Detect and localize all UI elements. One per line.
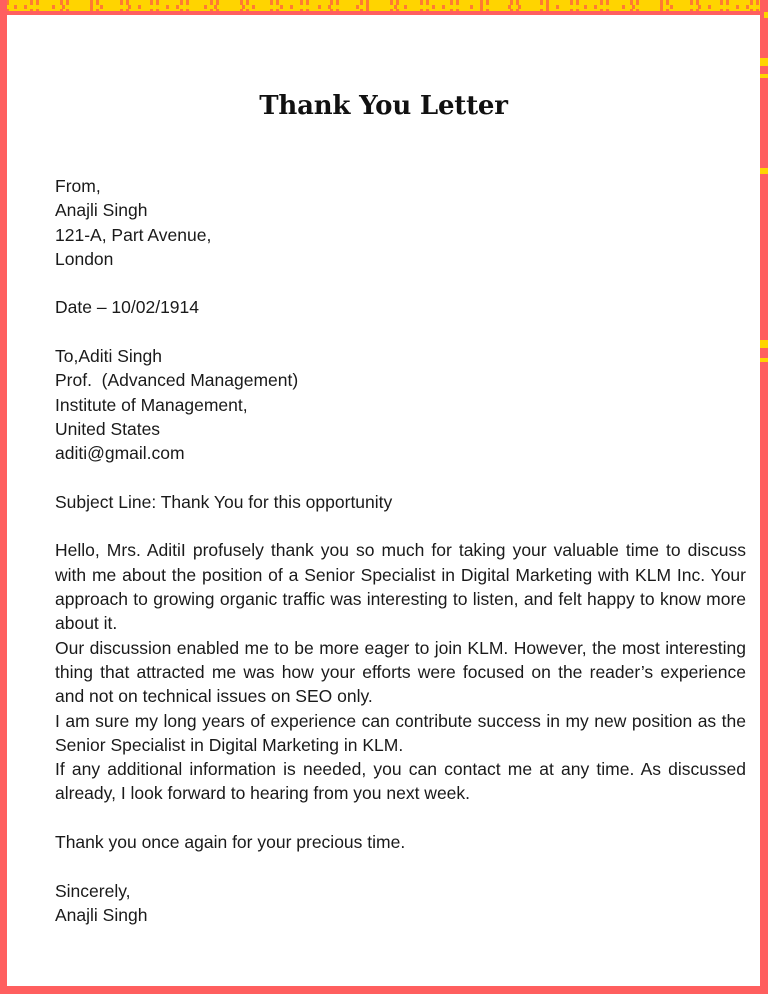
spacer-before-recipient (55, 320, 746, 344)
sender-line-city: London (55, 248, 114, 269)
spacer-before-signoff (55, 854, 746, 878)
body-paragraph-4: If any additional information is needed, you can contact me at any time. As discussed already, I look forward to hearing from you next week. (55, 759, 746, 804)
spacer-before-subject (55, 466, 746, 490)
closing-thanks-line: Thank you once again for your precious time. (55, 832, 406, 853)
decorative-left-border (0, 0, 7, 994)
decorative-right-flecks-top (764, 12, 768, 52)
subject-line: Subject Line: Thank You for this opportunity (55, 491, 393, 512)
spacer-before-date (55, 271, 746, 295)
letter-sheet (7, 15, 760, 986)
signoff-line-sincerely: Sincerely, (55, 880, 131, 901)
signoff-line-name: Anajli Singh (55, 904, 148, 925)
decorative-top-band (0, 0, 768, 11)
body-paragraph-2: Our discussion enabled me to be more eager to join KLM. However, the most interesting thing that attracted me was how your efforts were focused on the reader’s experience and not on technical issues on SEO only. (55, 637, 746, 707)
spacer-before-body (55, 514, 746, 538)
date-block (55, 295, 746, 319)
recipient-line-email: aditi@gmail.com (55, 443, 185, 464)
recipient-line-institute: Institute of Management, (55, 394, 248, 415)
spacer-above-sender (55, 121, 746, 174)
body-paragraph-3: I am sure my long years of experience can contribute success in my new position as the Senior Specialist in Digital Marketing in KLM. (55, 710, 746, 755)
decorative-right-flecks (760, 40, 768, 660)
sender-line-from: From, (55, 176, 101, 196)
recipient-line-title: Prof. (Advanced Management) (55, 370, 299, 391)
spacer-before-closing (55, 806, 746, 830)
date-line: Date – 10/02/1914 (55, 297, 200, 318)
signoff-block (55, 879, 746, 928)
subject-block (55, 490, 746, 514)
decorative-bottom-border (0, 986, 768, 994)
sender-line-street: 121-A, Part Avenue, (55, 224, 212, 245)
letter-title: Thank You Letter (259, 91, 508, 121)
sender-address-block (55, 174, 746, 271)
recipient-address-block (55, 344, 746, 465)
recipient-line-name: To,Aditi Singh (55, 346, 163, 367)
sender-line-name: Anajli Singh (55, 200, 148, 221)
letter-body (7, 121, 760, 927)
recipient-line-country: United States (55, 418, 161, 439)
body-paragraph-1: Hello, Mrs. AditiI profusely thank you so much for taking your valuable time to discuss with me about the position of a Senior Specialist in Digital Marketing with KLM Inc. Your approach to growing organic traffic was interesting to listen, and felt happy to know more about it. (55, 540, 746, 634)
